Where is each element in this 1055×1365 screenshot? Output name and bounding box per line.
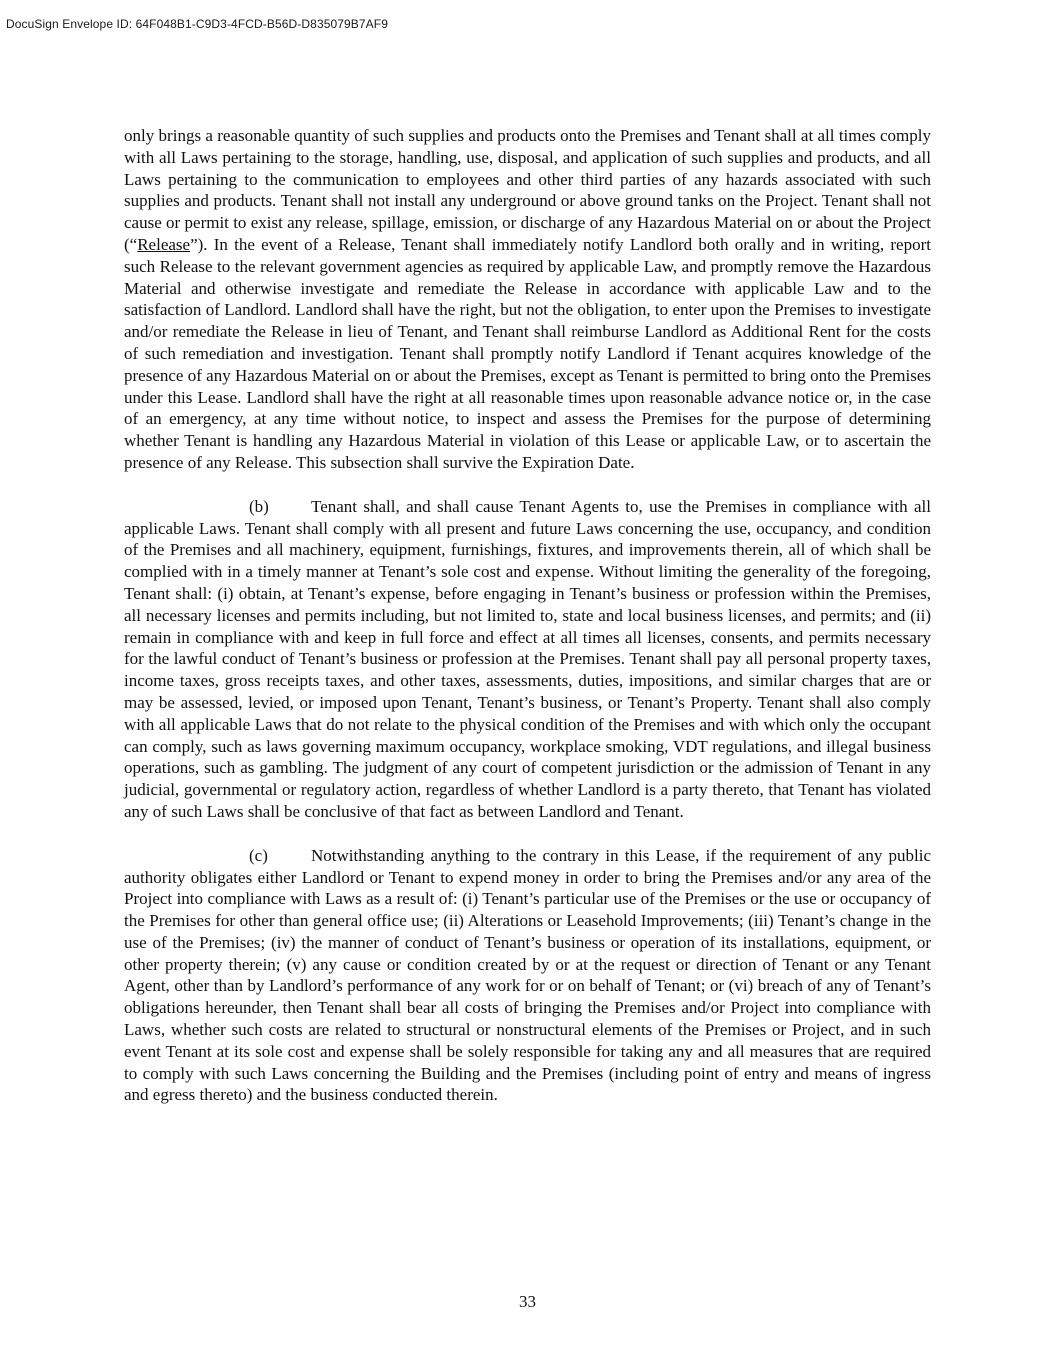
paragraph-text: ”). In the event of a Release, Tenant shall immediately notify Landlord both orally and in writing, report such Release to the relevant government agencies as required by applicable Law, and promptly remove the Hazardous Material and otherwise investigate and remediate the Release in accordance with applicable Law and to the satisfaction of Landlord. Landlord shall have the right, but not the obligation, to enter upon the Premises to investigate and/or remediate the Release in lieu of Tenant, and Tenant shall reimburse Landlord as Additional Rent for the costs of such remediation and investigation. Tenant shall promptly notify Landlord if Tenant acquires knowledge of the presence of any Hazardous Material on or about the Premises, except as Tenant is permitted to bring onto the Premises under this Lease. Landlord shall have the right at all reasonable times upon reasonable advance notice or, in the case of an emergency, at any time without notice, to inspect and assess the Premises for the purpose of determining whether Tenant is handling any Hazardous Material in violation of this Lease or applicable Law, or to ascertain the presence of any Release. This subsection shall survive the Expiration Date.	[124, 234, 931, 472]
defined-term-release: Release	[137, 234, 191, 254]
docusign-envelope-id: DocuSign Envelope ID: 64F048B1-C9D3-4FCD-B56D-D835079B7AF9	[6, 17, 388, 31]
page-number: 33	[519, 1292, 536, 1311]
paragraph-text: Tenant shall, and shall cause Tenant Agents to, use the Premises in compliance with all applicable Laws. Tenant shall comply with all present and future Laws concerning the use, occupancy, and condition of the Premises and all machinery, equipment, furnishings, fixtures, and improvements therein, all of which shall be complied with in a timely manner at Tenant’s sole cost and expense. Without limiting the generality of the foregoing, Tenant shall: (i) obtain, at Tenant’s expense, before engaging in Tenant’s business or profession within the Premises, all necessary licenses and permits including, but not limited to, state and local business licenses, and permits; and (ii) remain in compliance with and keep in full force and effect at all times all licenses, consents, and permits necessary for the lawful conduct of Tenant’s business or profession at the Premises. Tenant shall pay all personal property taxes, income taxes, gross receipts taxes, and other taxes, assessments, duties, impositions, and similar charges that are or may be assessed, levied, or imposed upon Tenant, Tenant’s business, or Tenant’s Property. Tenant shall also comply with all applicable Laws that do not relate to the physical condition of the Premises and with which only the occupant can comply, such as laws governing maximum occupancy, workplace smoking, VDT regulations, and illegal business operations, such as gambling. The judgment of any court of competent jurisdiction or the admission of Tenant in any judicial, governmental or regulatory action, regardless of whether Landlord is a party thereto, that Tenant has violated any of such Laws shall be conclusive of that fact as between Landlord and Tenant.	[124, 496, 931, 821]
paragraph-b	[124, 496, 931, 823]
document-body	[124, 125, 931, 1128]
subsection-marker: (c)	[249, 845, 268, 865]
paragraph-text: only brings a reasonable quantity of such supplies and products onto the Premises and Tenant shall at all times comply with all Laws pertaining to the storage, handling, use, disposal, and application of such supplies and products, and all Laws pertaining to the communication to employees and other third parties of any hazards associated with such supplies and products. Tenant shall not install any underground or above ground tanks on the Project. Tenant shall not cause or permit to exist any release, spillage, emission, or discharge of any Hazardous Material on or about the Project (“	[124, 126, 931, 254]
paragraph-hazardous-material	[124, 125, 931, 474]
paragraph-text: Notwithstanding anything to the contrary in this Lease, if the requirement of any public authority obligates either Landlord or Tenant to expend money in order to bring the Premises and/or any area of the Project into compliance with Laws as a result of: (i) Tenant’s particular use of the Premises or the use or occupancy of the Premises for other than general office use; (ii) Alterations or Leasehold Improvements; (iii) Tenant’s change in the use of the Premises; (iv) the manner of conduct of Tenant’s business or operation of its installations, equipment, or other property therein; (v) any cause or condition created by or at the request or direction of Tenant or any Tenant Agent, other than by Landlord’s performance of any work for or on behalf of Tenant; or (vi) breach of any of Tenant’s obligations hereunder, then Tenant shall bear all costs of bringing the Premises and/or Project into compliance with Laws, whether such costs are related to structural or nonstructural elements of the Premises or Project, and in such event Tenant at its sole cost and expense shall be solely responsible for taking any and all measures that are required to comply with such Laws concerning the Building and the Premises (including point of entry and means of ingress and egress thereto) and the business conducted therein.	[124, 845, 931, 1105]
paragraph-c	[124, 845, 931, 1107]
subsection-marker: (b)	[249, 496, 269, 516]
